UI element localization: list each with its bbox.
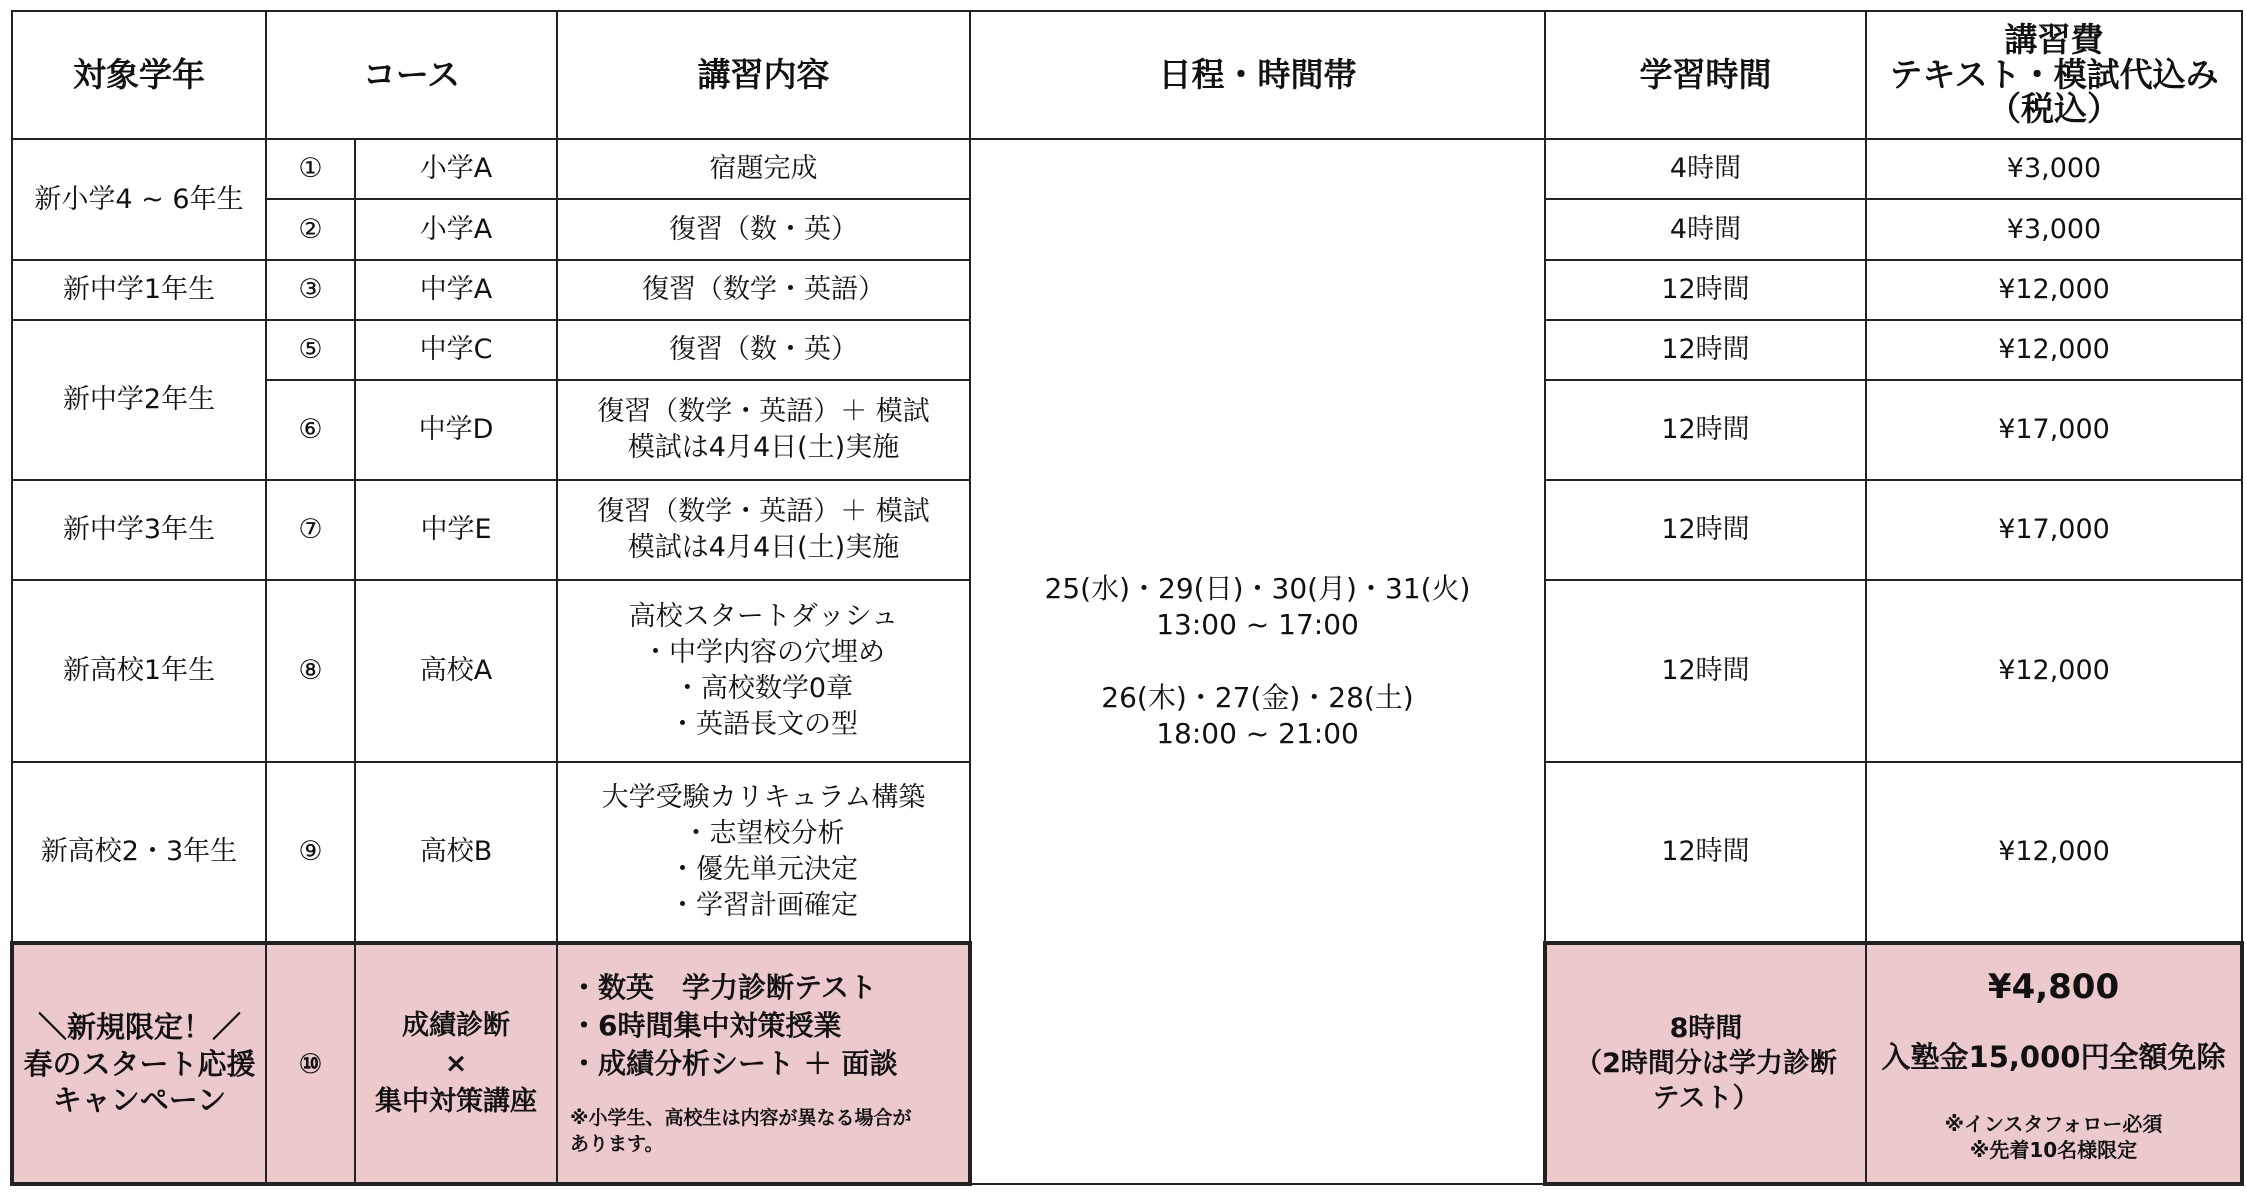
course-schedule-table [10,10,2244,1186]
campaign-perk: 入塾金15,000円全額免除 [1881,1039,2226,1074]
course-name: 小学A [355,139,557,199]
course-number: ⑦ [266,480,355,580]
header-row [12,11,2242,139]
study-hours: 12時間 [1545,380,1866,480]
course-fee: ¥3,000 [1866,199,2242,259]
grade-cell: 新高校1年生 [12,580,266,761]
course-content: 高校スタートダッシュ ・中学内容の穴埋め ・高校数学0章 ・英語長文の型 [557,580,970,761]
study-hours: 12時間 [1545,260,1866,320]
course-fee: ¥17,000 [1866,380,2242,480]
header-grade: 対象学年 [12,11,266,139]
table-row [12,139,2242,199]
study-hours: 12時間 [1545,480,1866,580]
course-number: ⑥ [266,380,355,480]
header-course: コース [266,11,557,139]
course-name: 中学A [355,260,557,320]
course-number: ⑤ [266,320,355,380]
course-fee: ¥12,000 [1866,260,2242,320]
course-name: 小学A [355,199,557,259]
course-content: 大学受験カリキュラム構築 ・志望校分析 ・優先単元決定 ・学習計画確定 [557,762,970,943]
course-name: 高校A [355,580,557,761]
course-number: ③ [266,260,355,320]
course-content: 復習（数学・英語）＋ 模試 模試は4月4日(土)実施 [557,380,970,480]
header-fee: 講習費 テキスト・模試代込み （税込） [1866,11,2242,139]
header-schedule: 日程・時間帯 [970,11,1545,139]
grade-cell: 新中学2年生 [12,320,266,480]
grade-cell: 新小学4 ~ 6年生 [12,139,266,259]
course-fee: ¥17,000 [1866,480,2242,580]
campaign-title: ＼新規限定！／ 春のスタート応援 キャンペーン [12,943,266,1184]
course-fee: ¥3,000 [1866,139,2242,199]
campaign-items: ・数英 学力診断テスト ・6時間集中対策授業 ・成績分析シート ＋ 面談 [570,971,898,1080]
schedule-cell [970,139,1545,1184]
course-fee: ¥12,000 [1866,320,2242,380]
course-name: 中学C [355,320,557,380]
course-content: 復習（数・英） [557,320,970,380]
course-name: 中学D [355,380,557,480]
campaign-conditions: ※インスタフォロー必須 ※先着10名様限定 [1944,1111,2163,1162]
grade-cell: 新高校2・3年生 [12,762,266,943]
course-name: 高校B [355,762,557,943]
study-hours: 4時間 [1545,199,1866,259]
study-hours: 4時間 [1545,139,1866,199]
course-number: ⑨ [266,762,355,943]
course-number: ② [266,199,355,259]
course-number: ① [266,139,355,199]
study-hours: 12時間 [1545,762,1866,943]
campaign-price: ¥4,800 [1987,966,2120,1007]
course-fee: ¥12,000 [1866,762,2242,943]
campaign-content [557,943,970,1184]
grade-cell: 新中学3年生 [12,480,266,580]
schedule-block-evening: 26(木)・27(金)・28(土) 18:00 ~ 21:00 [1101,680,1414,751]
campaign-note: ※小学生、高校生は内容が異なる場合が あります。 [570,1106,912,1156]
course-fee: ¥12,000 [1866,580,2242,761]
campaign-number: ⑩ [266,943,355,1184]
campaign-hours: 8時間 （2時間分は学力診断 テスト） [1545,943,1866,1184]
campaign-course: 成績診断 × 集中対策講座 [355,943,557,1184]
schedule-block-afternoon: 25(水)・29(日)・30(月)・31(火) 13:00 ~ 17:00 [1044,571,1471,642]
course-content: 復習（数学・英語）＋ 模試 模試は4月4日(土)実施 [557,480,970,580]
course-number: ⑧ [266,580,355,761]
study-hours: 12時間 [1545,320,1866,380]
course-content: 復習（数学・英語） [557,260,970,320]
campaign-fee [1866,943,2242,1184]
course-content: 宿題完成 [557,139,970,199]
study-hours: 12時間 [1545,580,1866,761]
grade-cell: 新中学1年生 [12,260,266,320]
header-content: 講習内容 [557,11,970,139]
header-hours: 学習時間 [1545,11,1866,139]
course-content: 復習（数・英） [557,199,970,259]
course-name: 中学E [355,480,557,580]
